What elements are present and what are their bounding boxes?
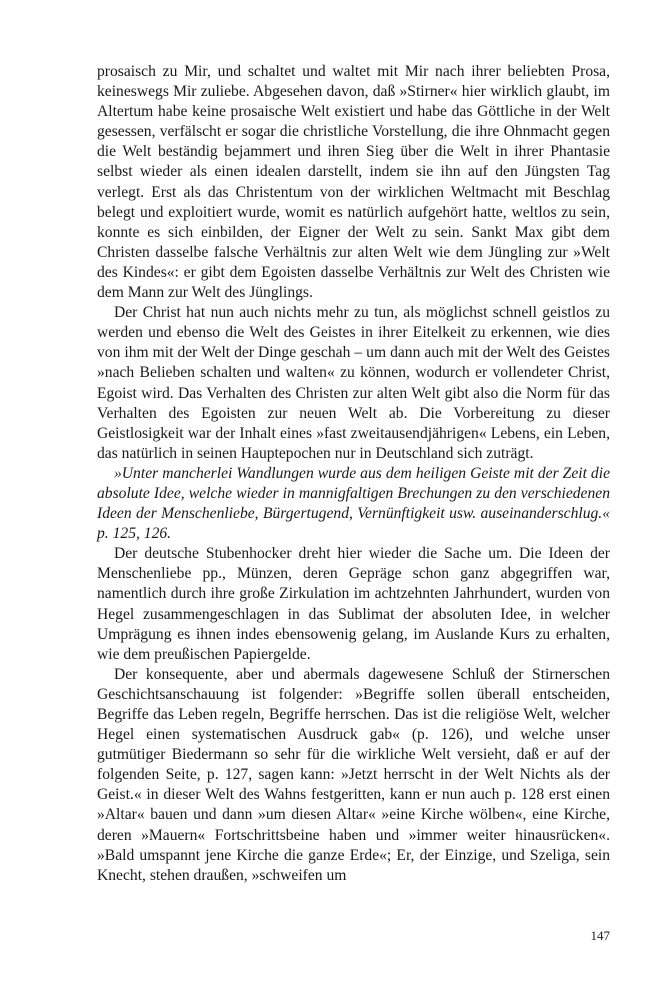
page-body — [97, 62, 610, 886]
page-number: 147 — [590, 928, 610, 943]
block-quote: »Unter mancherlei Wandlungen wurde aus dem heiligen Geiste mit der Zeit die absolute Idee, welche wieder in mannigfaltigen Brechungen zu den verschiedenen Ideen der Menschenliebe, Bürgertugend, Vernünftigkeit usw. auseinanderschlug.« p. 125, 126. — [97, 464, 610, 543]
paragraph-1: prosaisch zu Mir, und schaltet und waltet mit Mir nach ihrer beliebten Prosa, keineswegs Mir zuliebe. Abgesehen davon, daß »Stirner« hier wirklich glaubt, im Altertum habe keine prosaische Welt existiert und habe das Göttliche in der Welt gesessen, verfälscht er sogar die christliche Vorstellung, die ihre Ohnmacht gegen die Welt beständig bejammert und ihren Sieg über die Welt in ihrer Phantasie selbst wieder als einen idealen darstellt, indem sie ihn auf den Jüngsten Tag verlegt. Erst als das Christentum von der wirklichen Weltmacht mit Beschlag belegt und exploitiert wurde, womit es natürlich aufgehört hatte, weltlos zu sein, konnte es sich einbilden, der Eigner der Welt zu sein. Sankt Max gibt dem Christen dasselbe falsche Verhältnis zur alten Welt wie dem Jüngling zur »Welt des Kindes«: er gibt dem Egoisten dasselbe Verhältnis zur Welt des Christen wie dem Mann zur Welt des Jünglings. — [97, 63, 610, 302]
paragraph-2: Der Christ hat nun auch nichts mehr zu tun, als möglichst schnell geistlos zu werden und ebenso die Welt des Geistes in ihrer Eitelkeit zu erkennen, wie dies von ihm mit der Welt der Dinge geschah – um dann auch mit der Welt des Geistes »nach Belieben schalten und walten« zu können, wodurch er vollendeter Christ, Egoist wird. Das Verhalten des Christen zur alten Welt gibt also die Norm für das Verhalten des Egoisten zur neuen Welt ab. Die Vorbereitung zu dieser Geistlosigkeit war der Inhalt eines »fast zweitausendjährigen« Lebens, ein Leben, das natürlich in seinen Hauptepochen nur in Deutschland sich zuträgt. — [97, 304, 610, 462]
paragraph-3: Der deutsche Stubenhocker dreht hier wieder die Sache um. Die Ideen der Menschenliebe pp., Münzen, deren Gepräge schon ganz abgegriffen war, namentlich durch ihre große Zirkulation im achtzehnten Jahrhundert, wurden von Hegel zusammengeschlagen in das Sublimat der absoluten Idee, in welcher Umprägung es ihnen indes ebensowenig gelang, im Auslande Kurs zu erhalten, wie dem preußischen Papiergelde. — [97, 545, 610, 663]
paragraph-4: Der konsequente, aber und abermals dagewesene Schluß der Stirnerschen Geschichtsanschauung ist folgender: »Begriffe sollen überall entscheiden, Begriffe das Leben regeln, Begriffe herrschen. Das ist die religiöse Welt, welcher Hegel einen systematischen Ausdruck gab« (p. 126), und welche unser gutmütiger Biedermann so sehr für die wirkliche Welt versieht, daß er auf der folgenden Seite, p. 127, sagen kann: »Jetzt herrscht in der Welt Nichts als der Geist.« in dieser Welt des Wahns festgeritten, kann er nun auch p. 128 erst einen »Altar« bauen und dann »um diesen Altar« »eine Kirche wölben«, eine Kirche, deren »Mauern« Fortschrittsbeine haben und »immer weiter hinausrücken«. »Bald umspannt jene Kirche die ganze Erde«; Er, der Einzige, und Szeliga, sein Knecht, stehen draußen, »schweifen um — [97, 665, 610, 884]
